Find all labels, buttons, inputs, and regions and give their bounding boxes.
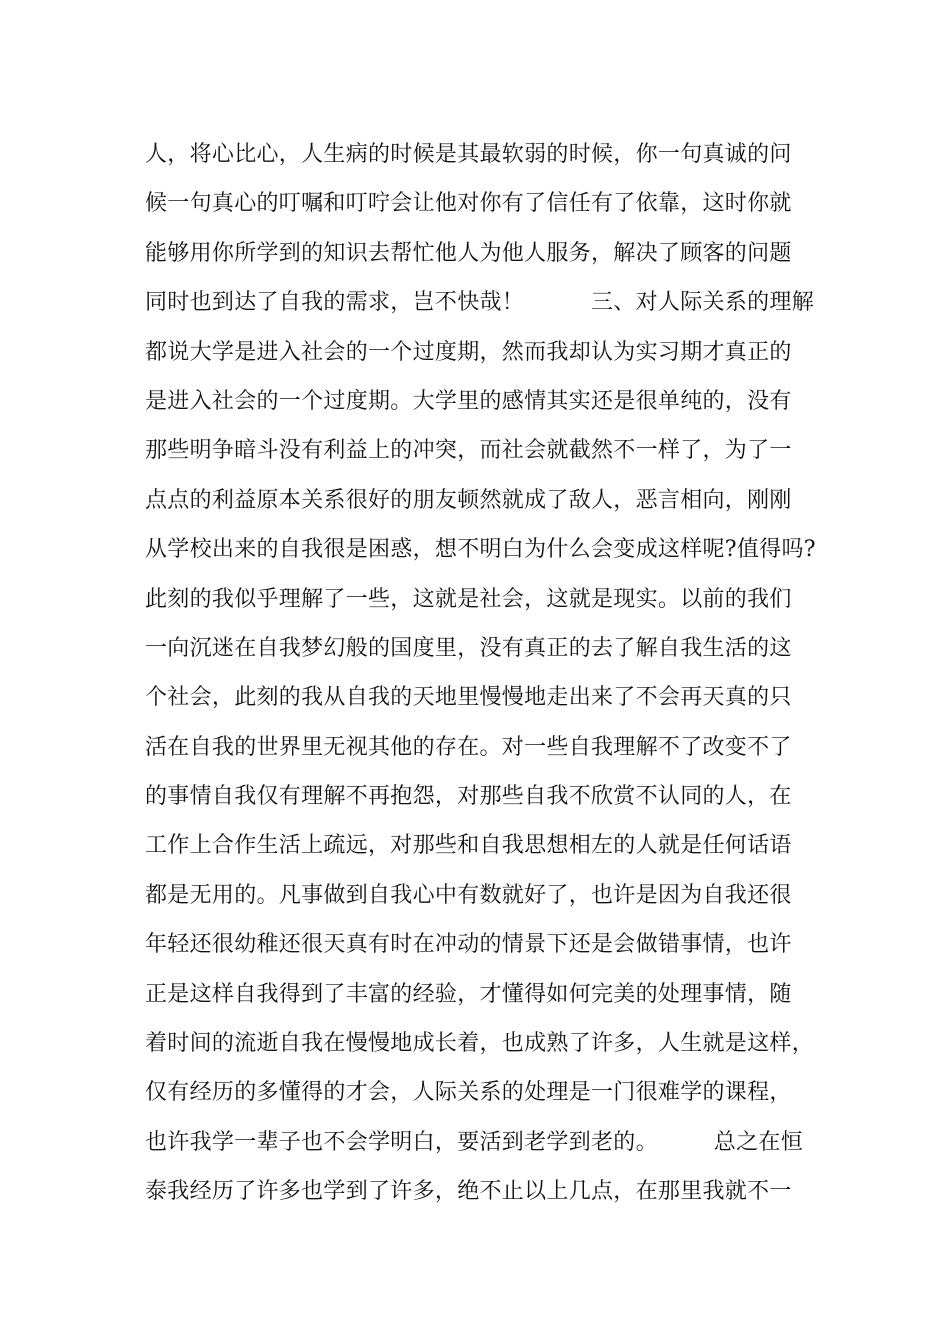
text-line: 都是无用的。凡事做到自我心中有数就好了，也许是因为自我还很 <box>145 882 792 908</box>
text-line: 从学校出来的自我很是困惑，想不明白为什么会变成这样呢?值得吗? <box>145 537 816 563</box>
text-line: 年轻还很幼稚还很天真有时在冲动的情景下还是会做错事情，也许 <box>145 932 792 958</box>
text-line: 正是这样自我得到了丰富的经验，才懂得如何完美的处理事情，随 <box>145 981 792 1007</box>
text-line: 着时间的流逝自我在慢慢地成长着，也成熟了许多，人生就是这样， <box>145 1031 815 1057</box>
text-line: 人，将心比心，人生病的时候是其最软弱的时候，你一句真诚的问 <box>145 142 792 167</box>
text-line: 也许我学一辈子也不会学明白，要活到老学到老的。 总之在恒 <box>145 1129 804 1155</box>
text-line: 泰我经历了许多也学到了许多，绝不止以上几点，在那里我就不一 <box>145 1179 792 1205</box>
text-line: 仅有经历的多懂得的才会，人际关系的处理是一门很难学的课程， <box>145 1080 792 1106</box>
text-line: 那些明争暗斗没有利益上的冲突，而社会就截然不一样了，为了一 <box>145 438 792 464</box>
text-line: 同时也到达了自我的需求，岂不快哉！ 三、对人际关系的理解 <box>145 290 815 316</box>
text-line: 是进入社会的一个过度期。大学里的感情其实还是很单纯的，没有 <box>145 388 792 414</box>
text-line: 个社会，此刻的我从自我的天地里慢慢地走出来了不会再天真的只 <box>145 685 792 711</box>
text-line: 活在自我的世界里无视其他的存在。对一些自我理解不了改变不了 <box>145 734 792 760</box>
text-line: 都说大学是进入社会的一个过度期，然而我却认为实习期才真正的 <box>145 339 792 365</box>
text-line: 的事情自我仅有理解不再抱怨，对那些自我不欣赏不认同的人，在 <box>145 784 792 810</box>
text-line: 能够用你所学到的知识去帮忙他人为他人服务，解决了顾客的问题 <box>145 240 792 266</box>
body-text <box>145 130 835 1217</box>
text-line: 一向沉迷在自我梦幻般的国度里，没有真正的去了解自我生活的这 <box>145 635 792 661</box>
text-line: 点点的利益原本关系很好的朋友顿然就成了敌人，恶言相向，刚刚 <box>145 487 792 513</box>
text-line: 候一句真心的叮嘱和叮咛会让他对你有了信任有了依靠，这时你就 <box>145 191 792 217</box>
text-line: 此刻的我似乎理解了一些，这就是社会，这就是现实。以前的我们 <box>145 586 792 612</box>
text-line: 工作上合作生活上疏远，对那些和自我思想相左的人就是任何话语 <box>145 833 792 859</box>
